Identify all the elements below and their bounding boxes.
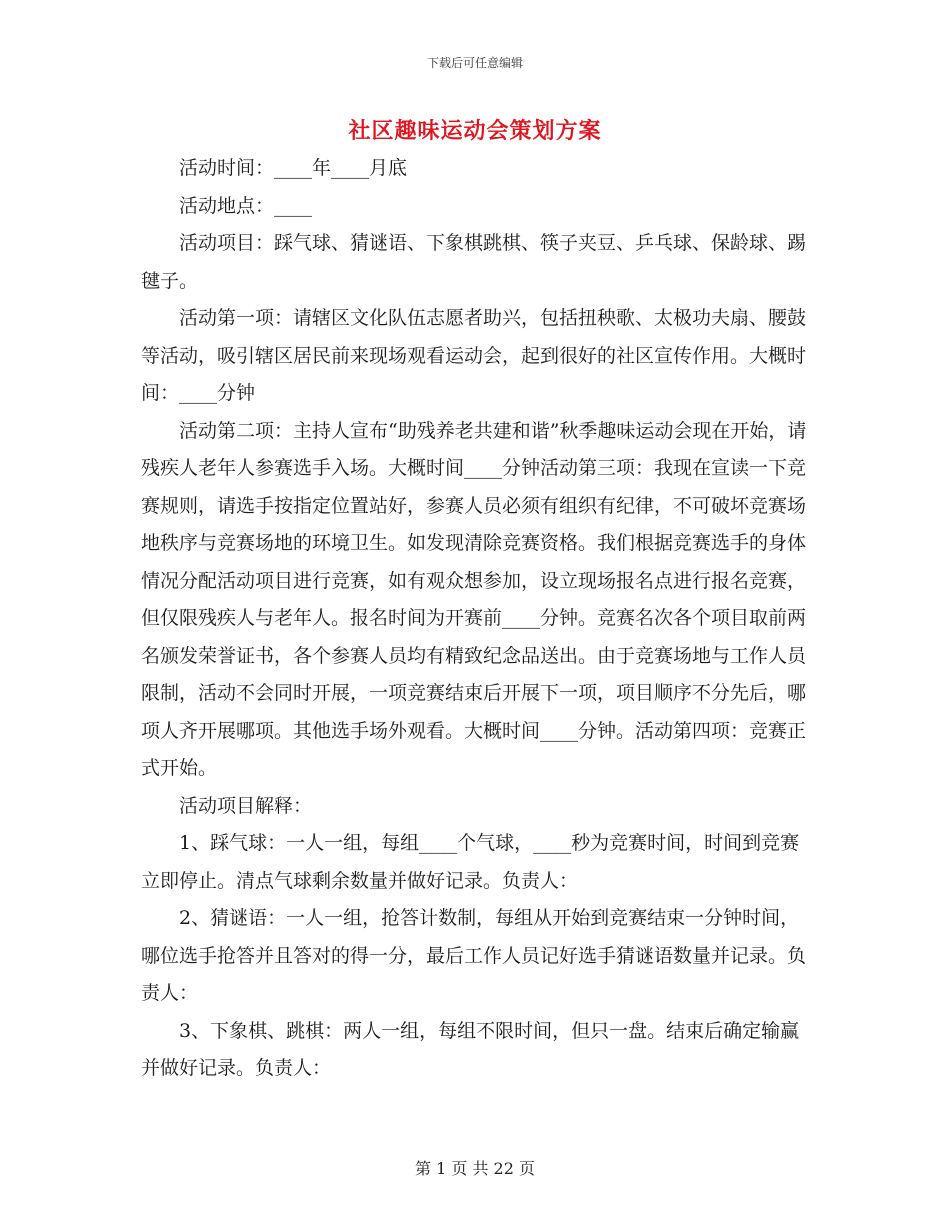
header-note: 下载后可任意编辑 (426, 56, 523, 70)
page-number-footer: 第 1 页 共 22 页 (415, 1159, 535, 1178)
paragraph-item-2: 2、猜谜语：一人一组，抢答计数制，每组从开始到竞赛结束一分钟时间，哪位选手抢答并且答对的得一分，最后工作人员记好选手猜谜语数量并记录。负责人： (141, 907, 807, 1004)
paragraph-activity-location: 活动地点：____ (179, 194, 313, 217)
paragraph-item-3: 3、下象棋、跳棋：两人一组，每组不限时间，但只一盘。结束后确定输赢并做好记录。负责人： (141, 1019, 800, 1079)
paragraph-second-item: 活动第二项：主持人宣布“助残养老共建和谐”秋季趣味运动会现在开始，请残疾人老年人参赛选手入场。大概时间____分钟活动第三项：我现在宣读一下竞赛规则，请选手按指定位置站好，参赛人员必须有组织有纪律，不可破坏竞赛场地秩序与竞赛场地的环境卫生。如发现清除竞赛资格。我们根据竞赛选手的身体情况分配活动项目进行竞赛，如有观众想参加，设立现场报名点进行报名竞赛，但仅限残疾人与老年人。报名时间为开赛前____分钟。竞赛名次各个项目取前两名颁发荣誉证书，各个参赛人员均有精致纪念品送出。由于竞赛场地与工作人员限制，活动不会同时开展，一项竞赛结束后开展下一项，项目顺序不分先后，哪项人齐开展哪项。其他选手场外观看。大概时间____分钟。活动第四项：竞赛正式开始。 (141, 419, 807, 779)
document-title: 社区趣味运动会策划方案 (348, 118, 602, 144)
document-body (141, 150, 809, 1088)
paragraph-first-item: 活动第一项：请辖区文化队伍志愿者助兴，包括扭秧歌、太极功夫扇、腰鼓等活动，吸引辖区居民前来现场观看运动会，起到很好的社区宣传作用。大概时间：____分钟 (141, 307, 807, 404)
paragraph-activity-time: 活动时间：____年____月底 (179, 157, 408, 179)
paragraph-activity-items: 活动项目：踩气球、猜谜语、下象棋跳棋、筷子夹豆、乒乓球、保龄球、踢毽子。 (141, 232, 807, 292)
paragraph-item-1: 1、踩气球：一人一组，每组____个气球，____秒为竞赛时间，时间到竞赛立即停止。清点气球剩余数量并做好记录。负责人： (141, 832, 800, 892)
paragraph-items-explanation-heading: 活动项目解释： (179, 794, 313, 817)
